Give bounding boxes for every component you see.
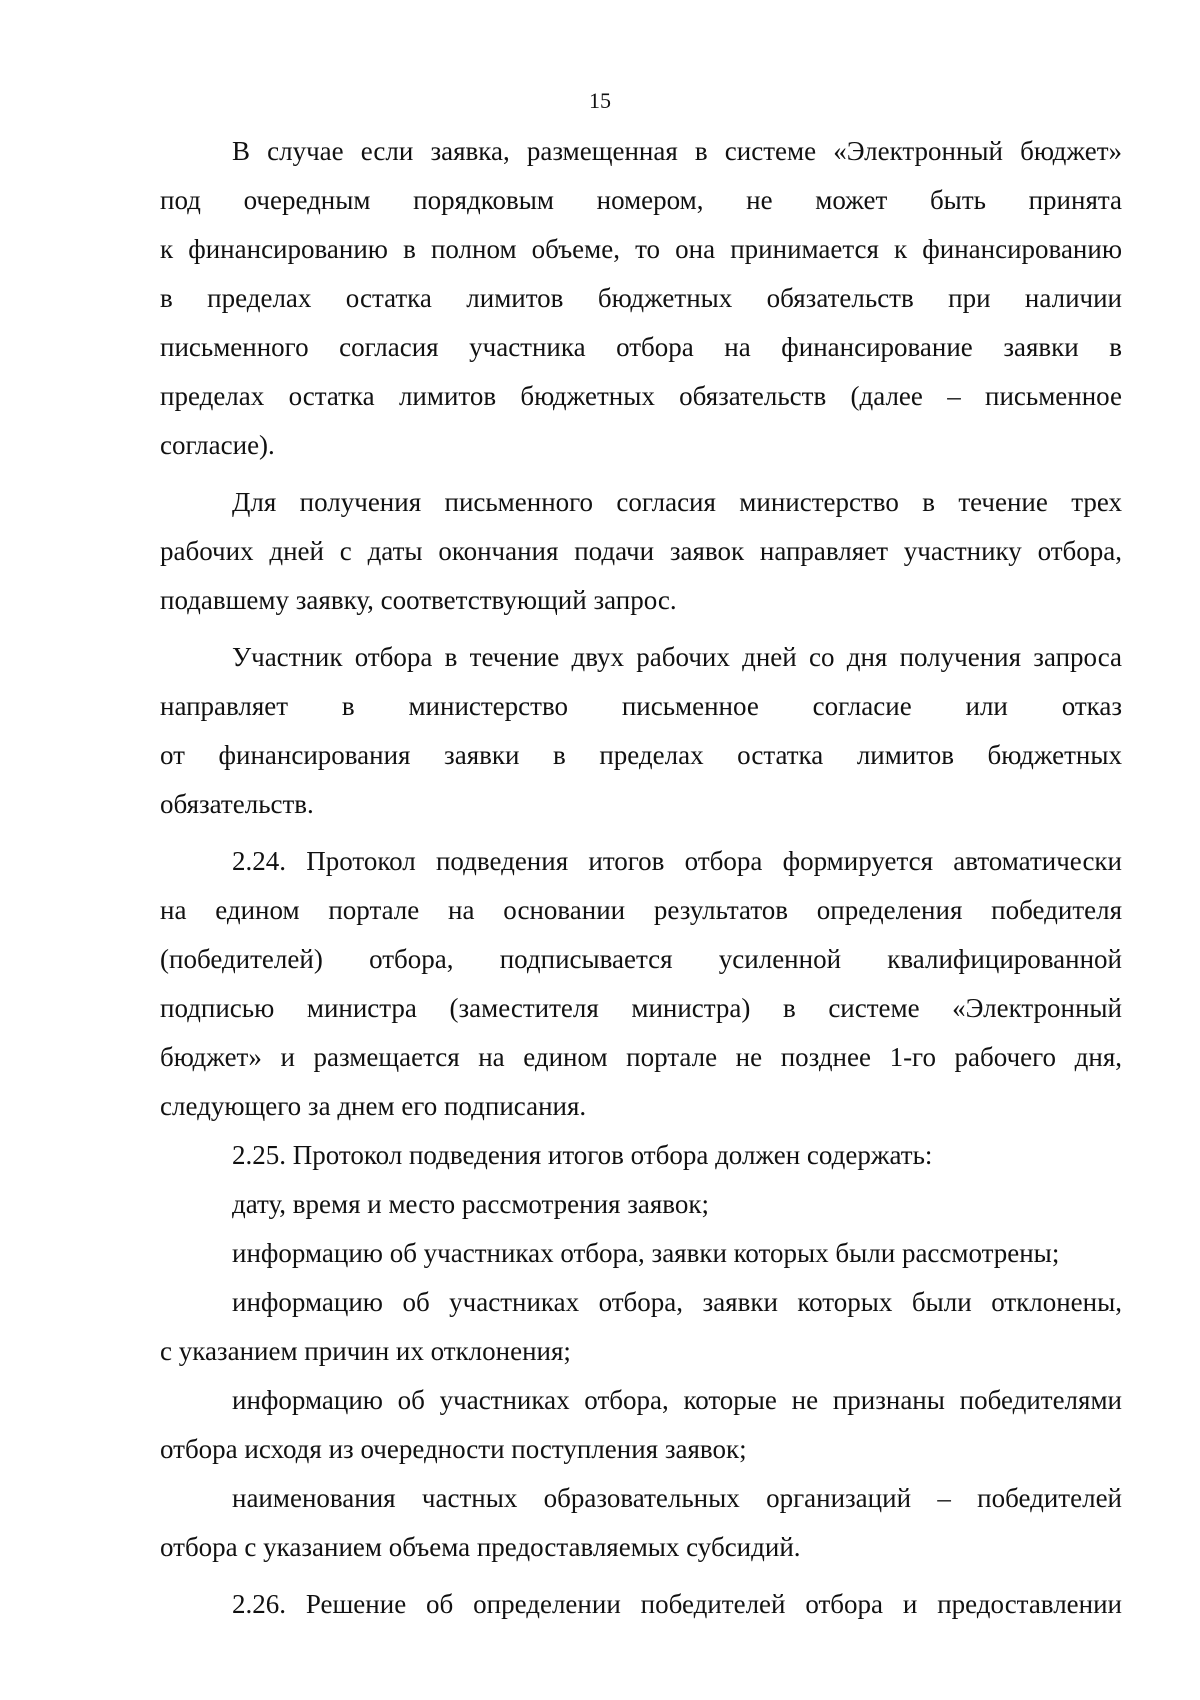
list-item bbox=[160, 1474, 1122, 1572]
text-line: информацию об участниках отбора, заявки которых были рассмотрены; bbox=[232, 1238, 1060, 1268]
text-line: обязательств. bbox=[160, 789, 314, 819]
list-item bbox=[160, 1376, 1122, 1474]
text-line: письменного согласия участника отбора на финансирование заявки в bbox=[160, 332, 1122, 362]
text-line: в пределах остатка лимитов бюджетных обязательств при наличии bbox=[160, 283, 1122, 313]
text-line: Для получения письменного согласия министерство в течение трех bbox=[232, 487, 1122, 517]
paragraph bbox=[160, 837, 1122, 1131]
paragraph bbox=[160, 1131, 1122, 1180]
text-line: с указанием причин их отклонения; bbox=[160, 1336, 571, 1366]
text-line: (победителей) отбора, подписывается усиленной квалифицированной bbox=[160, 944, 1122, 974]
text-line: наименования частных образовательных организаций – победителей bbox=[232, 1483, 1122, 1513]
list-item bbox=[160, 1278, 1122, 1376]
text-line: бюджет» и размещается на едином портале не позднее 1-го рабочего дня, bbox=[160, 1042, 1122, 1072]
text-line: подписью министра (заместителя министра) в системе «Электронный bbox=[160, 993, 1122, 1023]
text-line: Участник отбора в течение двух рабочих дней со дня получения запроса bbox=[232, 642, 1122, 672]
text-line: к финансированию в полном объеме, то она принимается к финансированию bbox=[160, 234, 1122, 264]
text-line: направляет в министерство письменное согласие или отказ bbox=[160, 691, 1122, 721]
page-number: 15 bbox=[589, 88, 611, 113]
paragraph bbox=[160, 478, 1122, 625]
text-line: информацию об участниках отбора, которые не признаны победителями bbox=[232, 1385, 1122, 1415]
text-line: дату, время и место рассмотрения заявок; bbox=[232, 1189, 709, 1219]
list-item bbox=[160, 1229, 1122, 1278]
text-line: 2.25. Протокол подведения итогов отбора должен содержать: bbox=[232, 1140, 933, 1170]
text-line: В случае если заявка, размещенная в системе «Электронный бюджет» bbox=[232, 136, 1122, 166]
paragraph bbox=[160, 633, 1122, 829]
paragraph bbox=[160, 127, 1122, 470]
text-line: от финансирования заявки в пределах остатка лимитов бюджетных bbox=[160, 740, 1122, 770]
text-line: отбора исходя из очередности поступления заявок; bbox=[160, 1434, 747, 1464]
text-line: подавшему заявку, соответствующий запрос. bbox=[160, 585, 677, 615]
text-line: 2.24. Протокол подведения итогов отбора формируется автоматически bbox=[232, 846, 1122, 876]
list-item bbox=[160, 1180, 1122, 1229]
text-line: на едином портале на основании результатов определения победителя bbox=[160, 895, 1122, 925]
text-line: информацию об участниках отбора, заявки которых были отклонены, bbox=[232, 1287, 1122, 1317]
document-body bbox=[160, 127, 1122, 1629]
text-line: 2.26. Решение об определении победителей отбора и предоставлении bbox=[232, 1589, 1122, 1619]
text-line: пределах остатка лимитов бюджетных обязательств (далее – письменное bbox=[160, 381, 1122, 411]
text-line: отбора с указанием объема предоставляемых субсидий. bbox=[160, 1532, 801, 1562]
text-line: согласие). bbox=[160, 430, 275, 460]
text-line: следующего за днем его подписания. bbox=[160, 1091, 587, 1121]
paragraph bbox=[160, 1580, 1122, 1629]
text-line: рабочих дней с даты окончания подачи заявок направляет участнику отбора, bbox=[160, 536, 1122, 566]
text-line: под очередным порядковым номером, не может быть принята bbox=[160, 185, 1122, 215]
